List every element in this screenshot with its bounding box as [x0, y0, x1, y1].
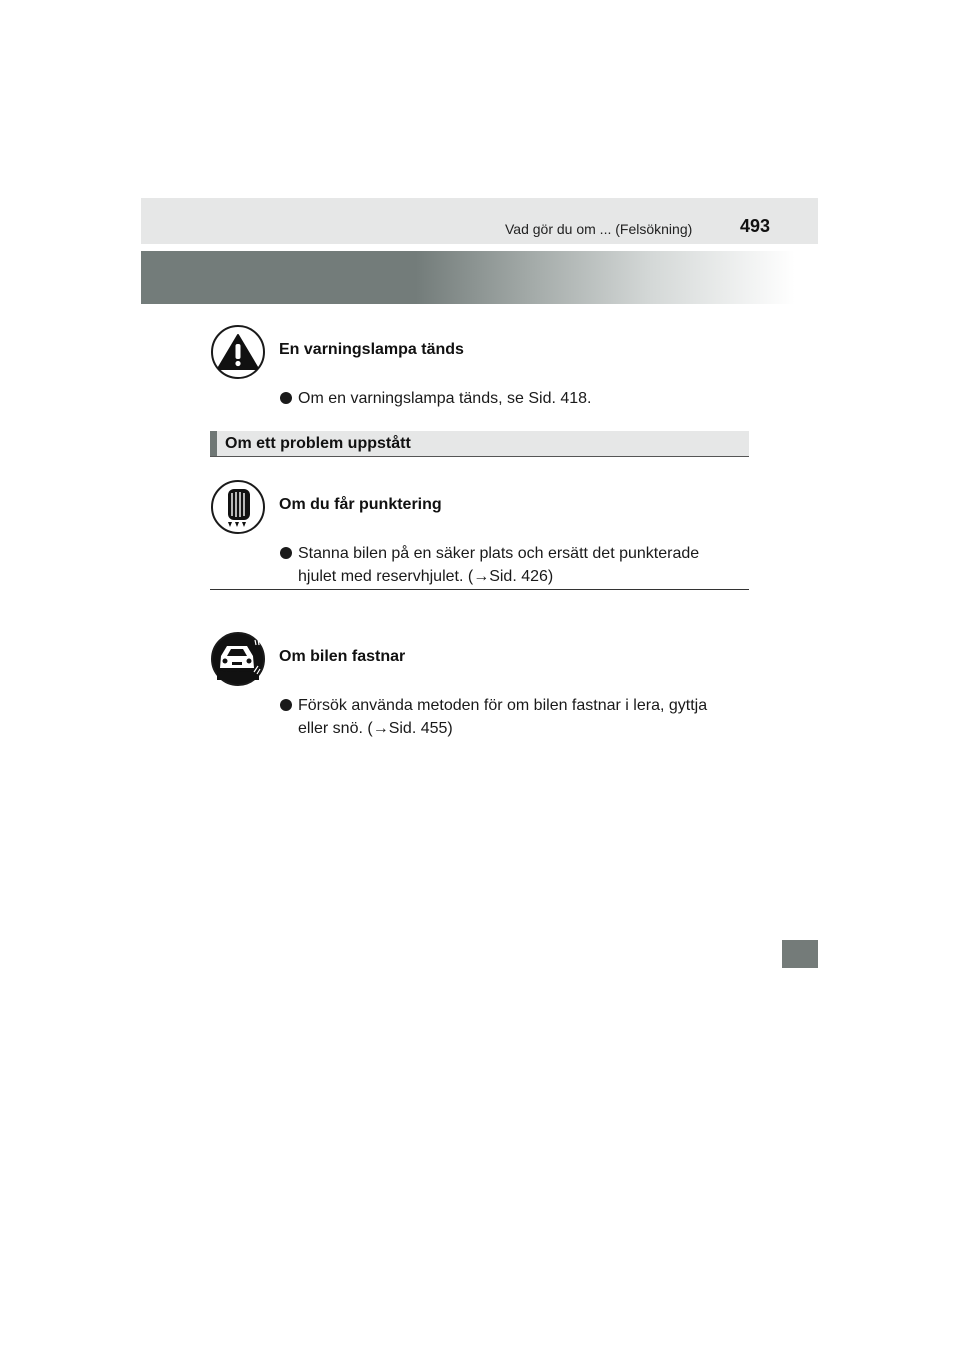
bullet-line-1: Stanna bilen på en säker plats och ersätt det punkterade — [298, 545, 700, 562]
bullet-dot — [280, 392, 292, 404]
chapter-tab — [782, 940, 818, 968]
flat-tire-title: Om du får punktering — [279, 496, 442, 513]
bullet-dot — [280, 547, 292, 559]
bullet-line-2: hjulet med reservhjulet. (→Sid. 426) — [298, 568, 554, 585]
flat-tire-bullet — [280, 542, 746, 588]
warning-light-bullet — [280, 387, 746, 410]
bullet-line-2: eller snö. (→Sid. 455) — [298, 720, 453, 737]
section-heading-label: Om ett problem uppstått — [225, 435, 411, 452]
stuck-bullet — [280, 694, 746, 740]
bullet-text: Om en varningslampa tänds, se Sid. 418. — [298, 390, 592, 407]
bullet-dot — [280, 699, 292, 711]
section-heading — [210, 431, 749, 457]
section-stripe — [210, 431, 217, 456]
bullet-line-1: Försök använda metoden för om bilen fastnar i lera, gyttja — [298, 697, 708, 714]
bullet-text — [298, 694, 746, 740]
bullet-text — [298, 542, 746, 588]
header-title: Vad gör du om ... (Felsökning) — [505, 221, 693, 237]
warning-icon — [211, 325, 265, 379]
header-band — [141, 198, 818, 244]
page-number: 493 — [740, 216, 771, 236]
car-stuck-icon — [211, 632, 265, 686]
tire-icon — [211, 480, 265, 534]
warning-light-title: En varningslampa tänds — [279, 341, 464, 358]
chapter-banner — [141, 251, 795, 304]
section-divider — [210, 589, 749, 590]
stuck-title: Om bilen fastnar — [279, 648, 406, 665]
